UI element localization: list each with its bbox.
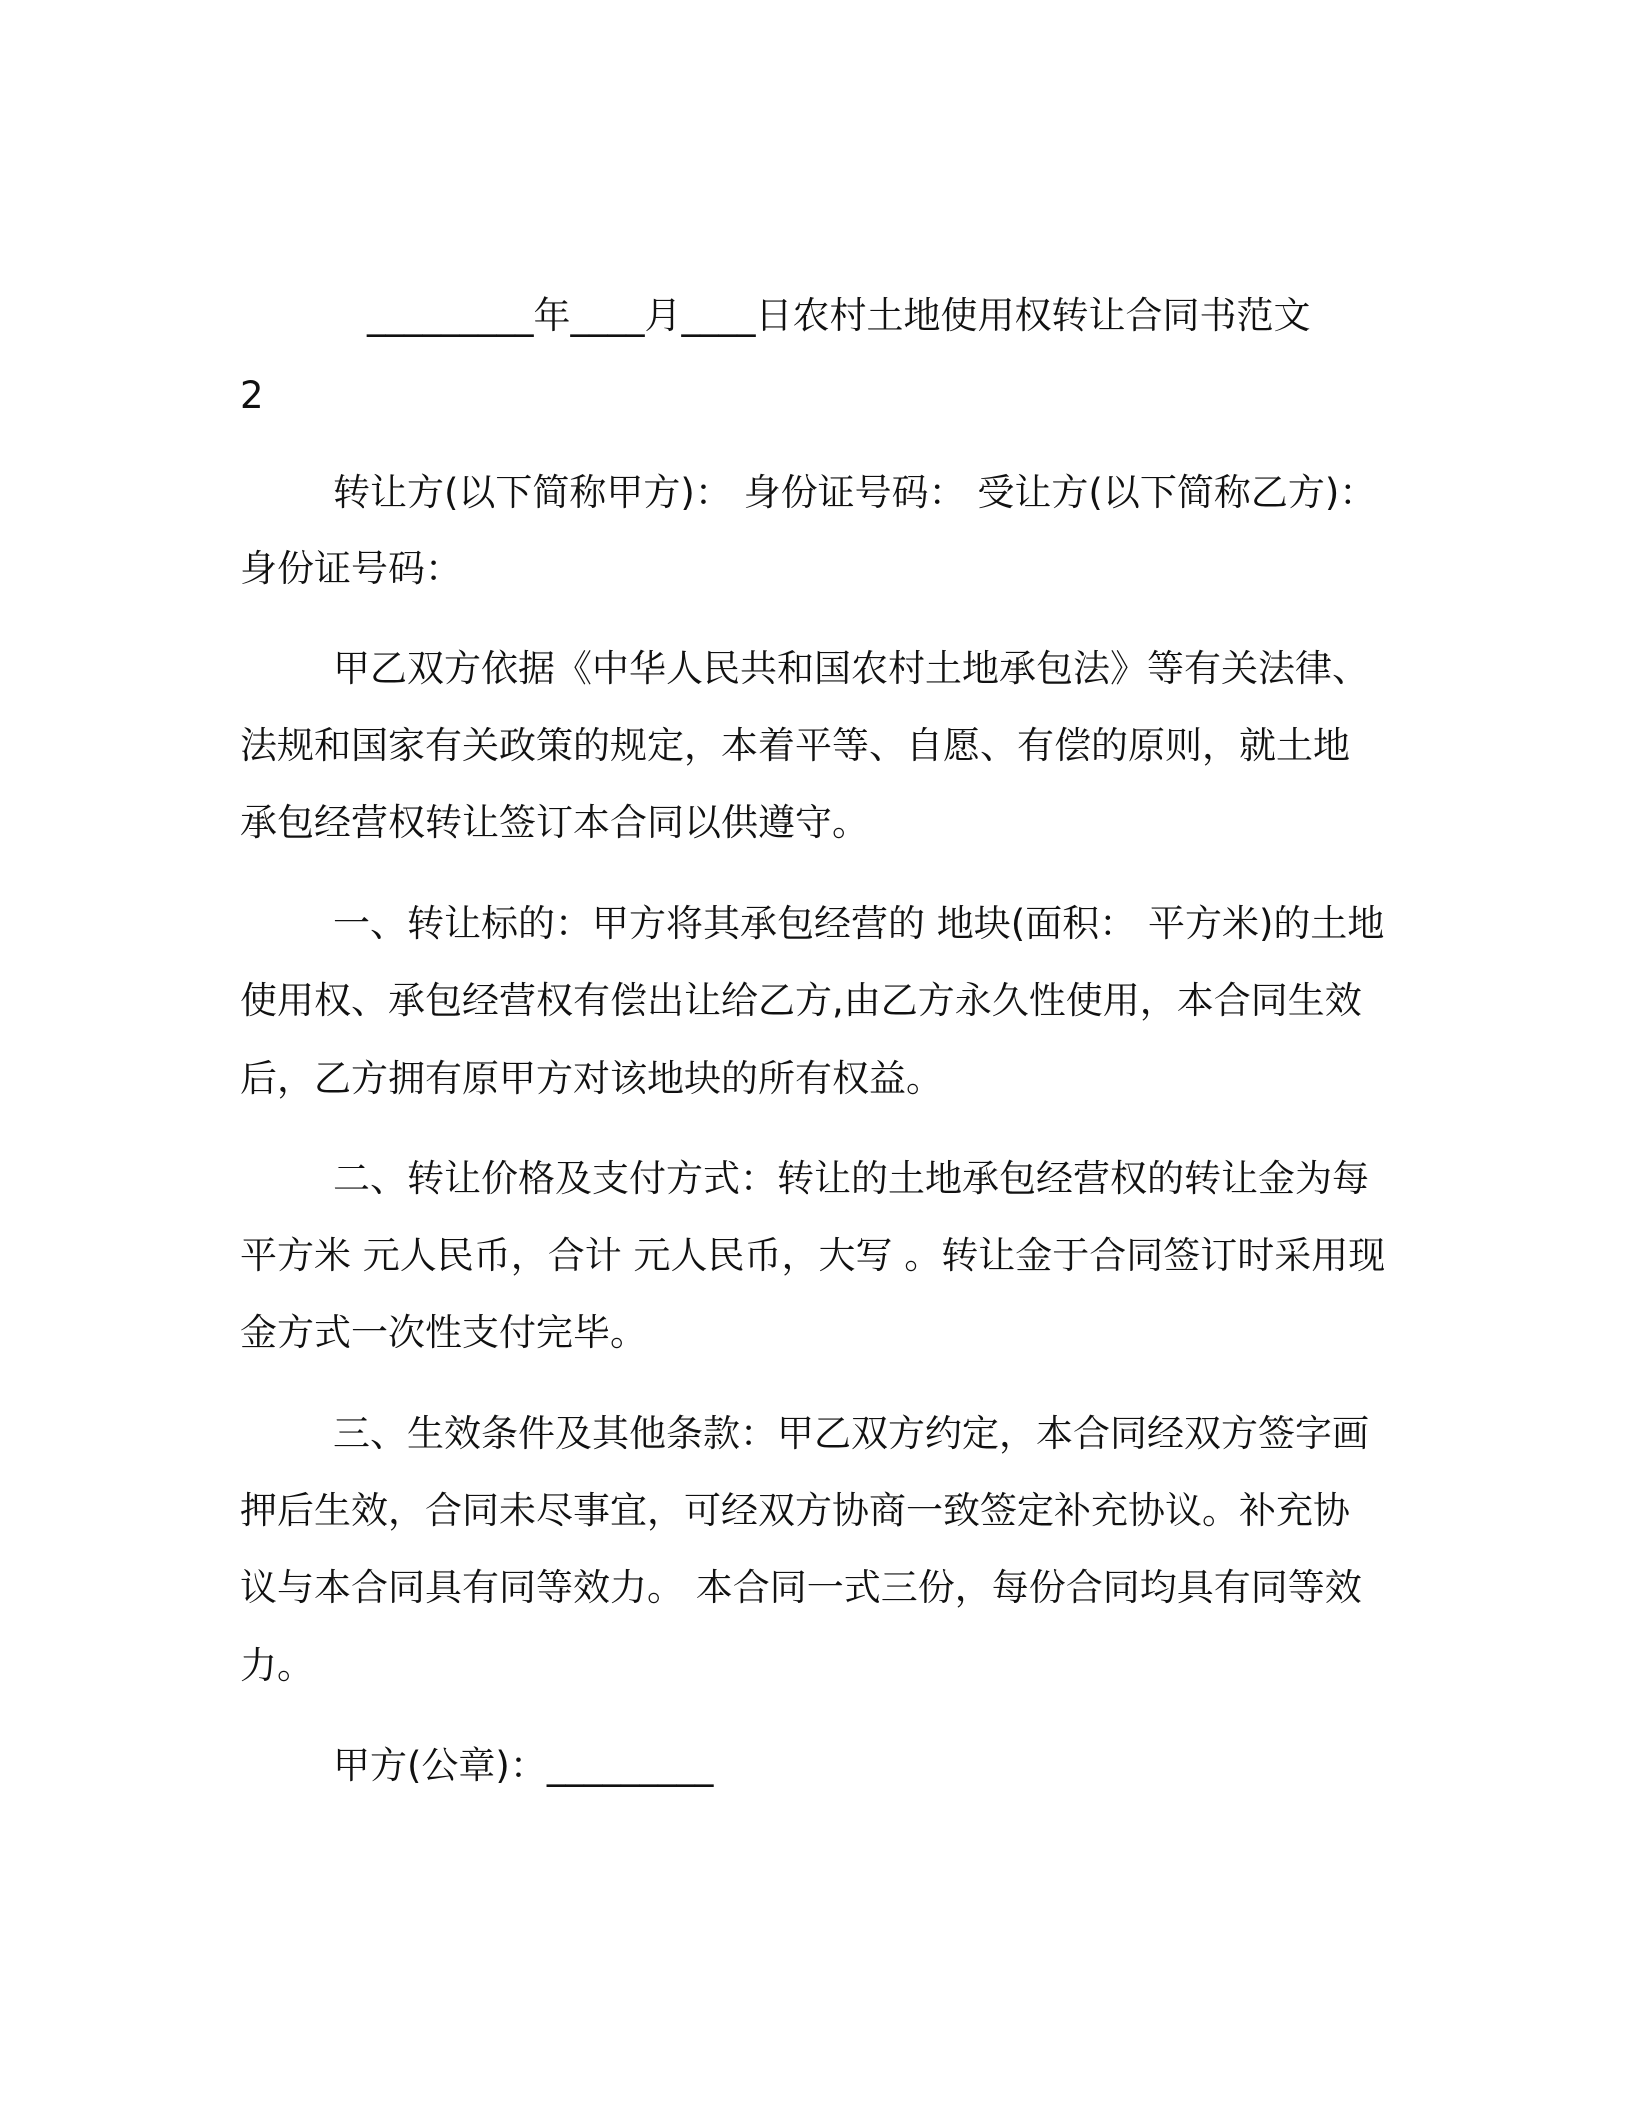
clause-3-line-2: 押后生效，合同未尽事宜，可经双方协商一致签定补充协议。补充协	[240, 1489, 1350, 1532]
clause-1-line-1: 一、转让标的：甲方将其承包经营的 地块(面积： 平方米)的土地	[333, 902, 1385, 945]
clause-2-line-2: 平方米 元人民币，合计 元人民币，大写 。转让金于合同签订时采用现	[240, 1234, 1386, 1277]
preamble-line-3: 承包经营权转让签订本合同以供遵守。	[240, 801, 869, 844]
preamble-line-1: 甲乙双方依据《中华人民共和国农村土地承包法》等有关法律、	[333, 647, 1369, 690]
document-title-continued: 2	[240, 374, 264, 417]
parties-line-1: 转让方(以下简称甲方)： 身份证号码： 受让方(以下简称乙方)：	[333, 471, 1377, 514]
party-a-signature-line: 甲方(公章)：_________	[333, 1744, 714, 1787]
preamble-line-2: 法规和国家有关政策的规定，本着平等、自愿、有偿的原则，就土地	[240, 724, 1350, 767]
clause-1-line-2: 使用权、承包经营权有偿出让给乙方,由乙方永久性使用，本合同生效	[240, 979, 1362, 1022]
clause-2-line-1: 二、转让价格及支付方式：转让的土地承包经营权的转让金为每	[333, 1157, 1369, 1200]
parties-line-2: 身份证号码：	[240, 547, 462, 590]
clause-2-line-3: 金方式一次性支付完毕。	[240, 1311, 647, 1354]
clause-3-line-3: 议与本合同具有同等效力。 本合同一式三份，每份合同均具有同等效	[240, 1566, 1362, 1609]
clause-3-line-1: 三、生效条件及其他条款：甲乙双方约定，本合同经双方签字画	[333, 1412, 1369, 1455]
document-title: _________年____月____日农村土地使用权转让合同书范文	[367, 294, 1311, 337]
clause-1-line-3: 后，乙方拥有原甲方对该地块的所有权益。	[240, 1057, 943, 1100]
clause-3-line-4: 力。	[240, 1644, 314, 1687]
